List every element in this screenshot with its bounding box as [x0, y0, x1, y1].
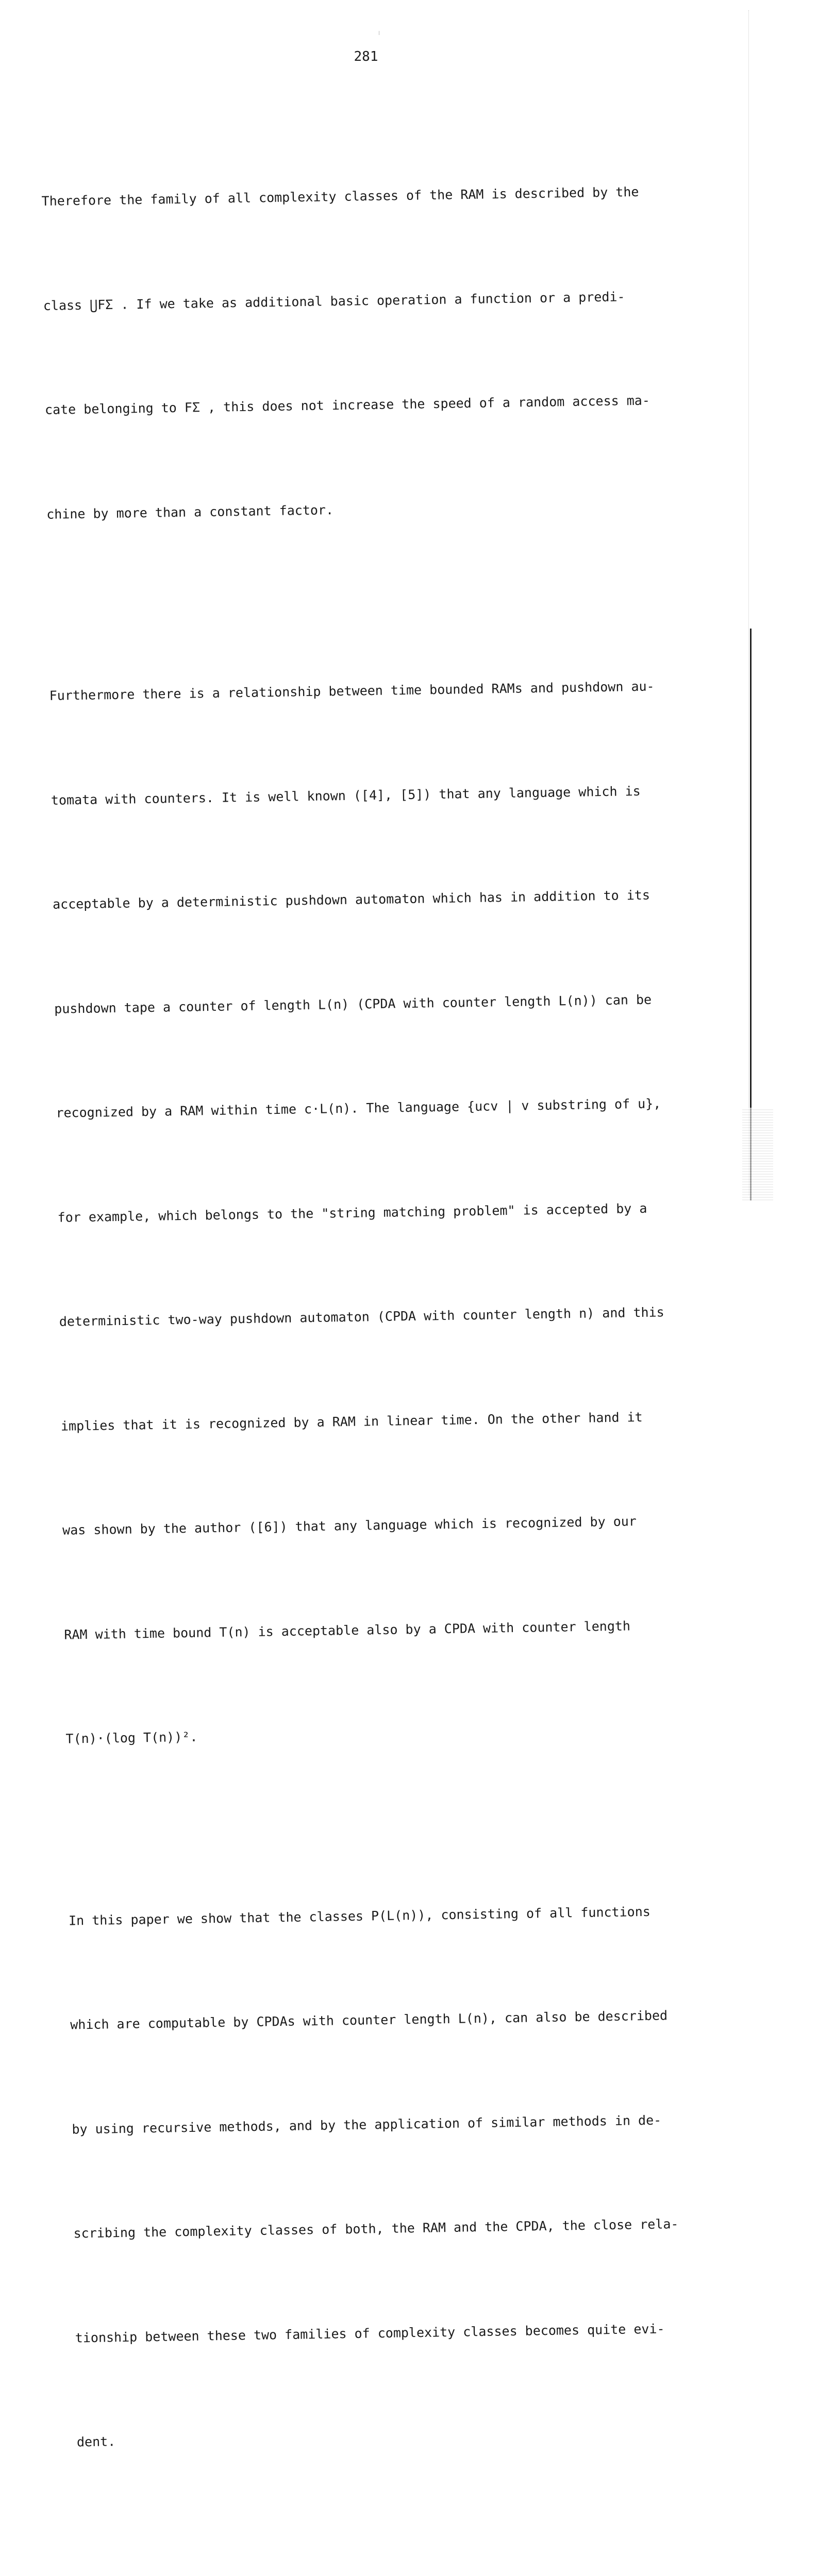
page-number: 281 — [354, 49, 378, 64]
text-line: chine by more than a constant factor. — [46, 502, 334, 522]
paragraph-ram-classes — [40, 104, 703, 601]
text-line: Furthermore there is a relationship between time bounded RAMs and pushdown au- — [49, 679, 655, 703]
text-line: implies that it is recognized by a RAM in linear time. On the other hand it — [60, 1409, 643, 1434]
text-line: RAM with time bound T(n) is acceptable also by a CPDA with counter length — [64, 1618, 631, 1642]
text-line: scribing the complexity classes of both, the RAM and the CPDA, the close rela- — [73, 2216, 679, 2241]
text-line: Therefore the family of all complexity classes of the RAM is described by the — [41, 184, 639, 209]
text-line: pushdown tape a counter of length L(n) (CPDA with counter length L(n)) can be — [54, 992, 652, 1016]
text-line: deterministic two-way pushdown automaton (CPDA with counter length n) and this — [59, 1304, 664, 1329]
paragraph-recursive-functions — [78, 2527, 742, 2576]
paragraph-this-paper — [67, 1823, 732, 2529]
text-line: for example, which belongs to the "string matching problem" is accepted by a — [57, 1200, 647, 1225]
text-line: dent. — [76, 2434, 116, 2450]
text-line: T(n)·(log T(n))². — [65, 1729, 198, 1747]
body-text — [40, 104, 744, 2576]
text-line: was shown by the author ([6]) that any language which is recognized by our — [62, 1514, 637, 1538]
text-line: recognized by a RAM within time c·L(n). The language {ucv | v substring of u}, — [56, 1096, 661, 1121]
scan-noise — [742, 1108, 773, 1200]
text-line: cate belonging to FΣ , this does not increase the speed of a random access ma- — [44, 393, 650, 417]
text-line: which are computable by CPDAs with counter length L(n), can also be described — [70, 2008, 668, 2032]
text-line: tionship between these two families of complexity classes becomes quite evi- — [75, 2321, 665, 2345]
text-line: acceptable by a deterministic pushdown automaton which has in addition to its — [52, 887, 650, 912]
text-line: class ⋃FΣ . If we take as additional basic operation a function or a predi- — [43, 289, 625, 313]
text-line: In this paper we show that the classes P(L(n)), consisting of all functions — [68, 1904, 651, 1928]
paragraph-pushdown-automata — [48, 599, 722, 1826]
text-line: by using recursive methods, and by the application of similar methods in de- — [72, 2112, 662, 2137]
text-line: tomata with counters. It is well known ([4], [5]) that any language which is — [51, 783, 641, 808]
